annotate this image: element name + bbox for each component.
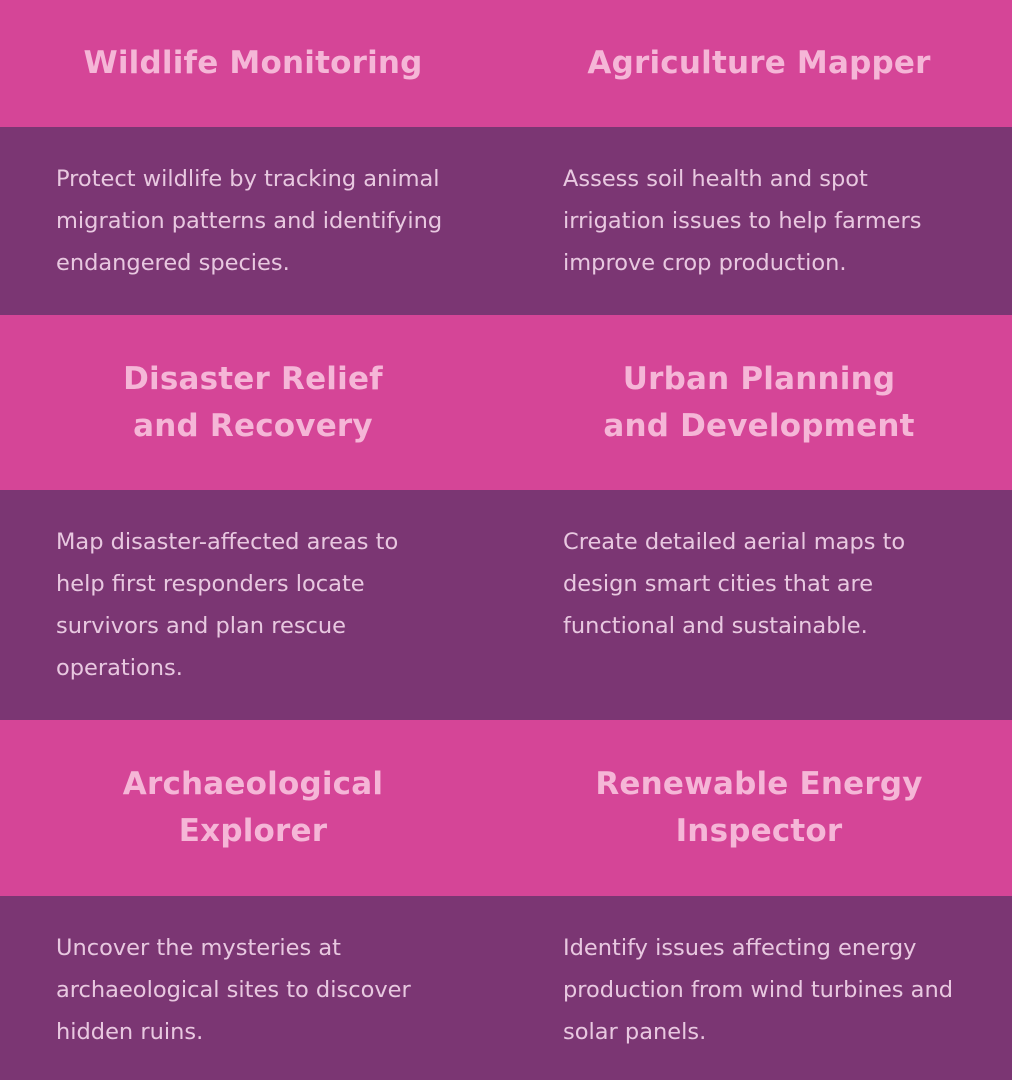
card-title-cell-urban — [506, 315, 1012, 490]
card-title-wildlife-monitoring: Wildlife Monitoring — [83, 45, 423, 81]
card-title-agriculture-mapper: Agriculture Mapper — [587, 45, 931, 81]
card-title-disaster-relief: Disaster Relief and Recovery — [123, 360, 383, 444]
description-row-2 — [0, 490, 1012, 720]
description-row-3 — [0, 896, 1012, 1080]
title-row-1 — [0, 0, 1012, 127]
card-description-cell-agriculture — [506, 127, 1012, 315]
card-description-wildlife-monitoring: Protect wildlife by tracking animal migration patterns and identifying endangered species. — [56, 166, 443, 276]
card-title-cell-archaeological — [0, 720, 506, 896]
card-title-cell-agriculture — [506, 0, 1012, 127]
card-description-cell-archaeological — [0, 896, 506, 1080]
card-title-urban-planning: Urban Planning and Development — [603, 360, 915, 444]
title-row-2 — [0, 315, 1012, 490]
card-title-cell-wildlife — [0, 0, 506, 127]
card-description-cell-renewable — [506, 896, 1012, 1080]
card-description-cell-urban — [506, 490, 1012, 720]
card-description-archaeological-explorer: Uncover the mysteries at archaeological sites to discover hidden ruins. — [56, 935, 411, 1045]
card-description-disaster-relief: Map disaster-affected areas to help first responders locate survivors and plan rescue operations. — [56, 529, 399, 681]
title-row-3 — [0, 720, 1012, 896]
card-description-renewable-energy: Identify issues affecting energy production from wind turbines and solar panels. — [563, 935, 954, 1045]
card-description-cell-wildlife — [0, 127, 506, 315]
card-description-agriculture-mapper: Assess soil health and spot irrigation issues to help farmers improve crop production. — [563, 166, 922, 276]
description-row-1 — [0, 127, 1012, 315]
card-title-cell-renewable — [506, 720, 1012, 896]
card-description-urban-planning: Create detailed aerial maps to design smart cities that are functional and sustainable. — [563, 529, 906, 639]
card-title-cell-disaster — [0, 315, 506, 490]
card-description-cell-disaster — [0, 490, 506, 720]
card-title-archaeological-explorer: Archaeological Explorer — [122, 766, 384, 849]
card-title-renewable-energy: Renewable Energy Inspector — [595, 766, 923, 849]
